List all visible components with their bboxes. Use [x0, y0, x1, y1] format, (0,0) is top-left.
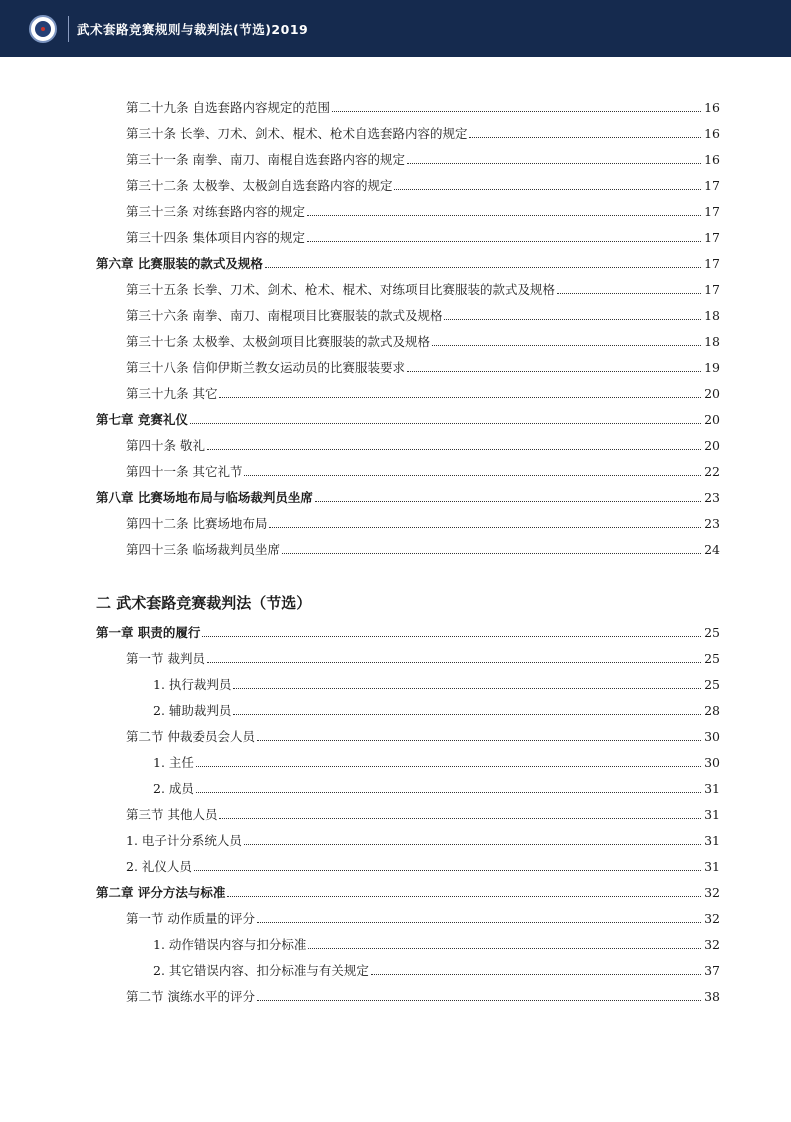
toc-dot-leader [444, 319, 701, 320]
toc-dot-leader [207, 449, 701, 450]
toc-entry-label: 第二节 演练水平的评分 [126, 989, 255, 1004]
toc-entry-label: 第二节 仲裁委员会人员 [126, 729, 255, 744]
toc-page-number: 25 [704, 677, 720, 692]
toc-entry[interactable] [126, 96, 720, 116]
toc-dot-leader [202, 636, 701, 637]
toc-page-number: 31 [704, 781, 720, 796]
document-title: 武术套路竞赛规则与裁判法(节选)2019 [77, 22, 309, 37]
toc-entry[interactable] [126, 278, 720, 298]
toc-entry[interactable] [126, 434, 720, 454]
toc-entry[interactable] [126, 985, 720, 1005]
toc-page-number: 17 [704, 282, 720, 297]
toc-dot-leader [207, 662, 701, 663]
toc-dot-leader [196, 792, 701, 793]
toc-entry-label: 2. 其它错误内容、扣分标准与有关规定 [153, 963, 369, 978]
toc-page-number: 16 [704, 152, 720, 167]
toc-entry[interactable] [126, 174, 720, 194]
toc-page-number: 18 [704, 308, 720, 323]
toc-entry[interactable] [153, 699, 720, 719]
toc-page-number: 24 [704, 542, 720, 557]
toc-entry[interactable] [153, 751, 720, 771]
toc-chapter-entry[interactable] [96, 881, 720, 901]
toc-chapter-entry[interactable] [96, 621, 720, 641]
toc-page-number: 20 [704, 386, 720, 401]
toc-entry-label: 第三十条 长拳、刀术、剑术、棍术、枪术自选套路内容的规定 [126, 126, 468, 141]
toc-dot-leader [257, 740, 701, 741]
toc-entry-label: 第四十二条 比赛场地布局 [126, 516, 268, 531]
toc-page-number: 18 [704, 334, 720, 349]
toc-dot-leader [407, 163, 701, 164]
toc-entry-label: 第六章 比赛服装的款式及规格 [96, 256, 263, 271]
toc-entry-label: 第七章 竞赛礼仪 [96, 412, 188, 427]
toc-dot-leader [233, 688, 701, 689]
toc-page-number: 16 [704, 100, 720, 115]
toc-page-number: 30 [704, 755, 720, 770]
toc-entry-label: 1. 执行裁判员 [153, 677, 232, 692]
toc-dot-leader [407, 371, 701, 372]
toc-page-number: 17 [704, 178, 720, 193]
toc-page-number: 17 [704, 230, 720, 245]
toc-entry[interactable] [126, 725, 720, 745]
toc-entry-label: 第三节 其他人员 [126, 807, 218, 822]
toc-dot-leader [432, 345, 701, 346]
toc-page-number: 28 [704, 703, 720, 718]
toc-entry-label: 第一章 职责的履行 [96, 625, 201, 640]
toc-entry[interactable] [126, 356, 720, 376]
toc-chapter-entry[interactable] [96, 486, 720, 506]
toc-entry[interactable] [153, 933, 720, 953]
toc-dot-leader [190, 423, 701, 424]
toc-dot-leader [307, 241, 701, 242]
toc-page-number: 23 [704, 490, 720, 505]
toc-dot-leader [394, 189, 701, 190]
toc-page-number: 17 [704, 204, 720, 219]
toc-page-number: 31 [704, 859, 720, 874]
toc-entry-label: 2. 辅助裁判员 [153, 703, 232, 718]
toc-entry[interactable] [126, 829, 720, 849]
toc-page-number: 23 [704, 516, 720, 531]
toc-dot-leader [257, 922, 701, 923]
toc-dot-leader [282, 553, 701, 554]
toc-entry[interactable] [126, 803, 720, 823]
toc-entry[interactable] [126, 200, 720, 220]
toc-entry[interactable] [126, 647, 720, 667]
toc-entry-label: 第三十七条 太极拳、太极剑项目比赛服装的款式及规格 [126, 334, 430, 349]
toc-entry[interactable] [153, 673, 720, 693]
toc-page-number: 38 [704, 989, 720, 1004]
toc-entry-label: 第三十三条 对练套路内容的规定 [126, 204, 305, 219]
toc-dot-leader [265, 267, 701, 268]
toc-entry-label: 第三十二条 太极拳、太极剑自选套路内容的规定 [126, 178, 393, 193]
toc-dot-leader [219, 818, 701, 819]
toc-entry-label: 第二十九条 自选套路内容规定的范围 [126, 100, 330, 115]
toc-entry-label: 第三十四条 集体项目内容的规定 [126, 230, 305, 245]
toc-entry-label: 第三十六条 南拳、南刀、南棍项目比赛服装的款式及规格 [126, 308, 443, 323]
toc-dot-leader [227, 896, 701, 897]
toc-entry-label: 第三十五条 长拳、刀术、剑术、枪术、棍术、对练项目比赛服装的款式及规格 [126, 282, 555, 297]
wushu-federation-logo-icon [29, 15, 57, 43]
toc-entry[interactable] [126, 512, 720, 532]
toc-entry-label: 第三十九条 其它 [126, 386, 218, 401]
toc-page-number: 25 [704, 651, 720, 666]
toc-chapter-entry[interactable] [96, 252, 720, 272]
toc-chapter-entry[interactable] [96, 408, 720, 428]
toc-dot-leader [269, 527, 701, 528]
toc-entry[interactable] [126, 907, 720, 927]
toc-page-number: 20 [704, 412, 720, 427]
toc-dot-leader [244, 475, 701, 476]
toc-dot-leader [332, 111, 701, 112]
toc-dot-leader [244, 844, 701, 845]
toc-dot-leader [194, 870, 701, 871]
toc-entry-label: 第四十条 敬礼 [126, 438, 205, 453]
toc-entry-label: 2. 成员 [153, 781, 194, 796]
toc-page-number: 32 [704, 937, 720, 952]
toc-entry-label: 第一节 裁判员 [126, 651, 205, 666]
toc-dot-leader [257, 1000, 701, 1001]
toc-entry-label: 1. 主任 [153, 755, 194, 770]
toc-dot-leader [196, 766, 701, 767]
toc-page-number: 16 [704, 126, 720, 141]
toc-entry-label: 第三十八条 信仰伊斯兰教女运动员的比赛服装要求 [126, 360, 405, 375]
header-divider [68, 16, 69, 42]
toc-dot-leader [371, 974, 701, 975]
toc-entry[interactable] [126, 304, 720, 324]
toc-entry-label: 第四十三条 临场裁判员坐席 [126, 542, 280, 557]
toc-entry[interactable] [126, 382, 720, 402]
toc-page-number: 31 [704, 833, 720, 848]
toc-entry[interactable] [153, 777, 720, 797]
toc-page-number: 30 [704, 729, 720, 744]
toc-dot-leader [308, 948, 701, 949]
toc-page-number: 32 [704, 911, 720, 926]
toc-page-number: 25 [704, 625, 720, 640]
toc-entry[interactable] [126, 122, 720, 142]
toc-dot-leader [557, 293, 701, 294]
toc-page-number: 19 [704, 360, 720, 375]
toc-dot-leader [307, 215, 701, 216]
toc-entry[interactable] [126, 460, 720, 480]
toc-entry-label: 第三十一条 南拳、南刀、南棍自选套路内容的规定 [126, 152, 405, 167]
toc-entry[interactable] [153, 959, 720, 979]
section-title: 二 武术套路竞赛裁判法（节选） [96, 594, 312, 612]
toc-page-number: 31 [704, 807, 720, 822]
page-header [0, 0, 791, 57]
toc-entry[interactable] [126, 148, 720, 168]
toc-dot-leader [233, 714, 701, 715]
toc-entry-label: 1. 动作错误内容与扣分标准 [153, 937, 307, 952]
toc-page-number: 17 [704, 256, 720, 271]
toc-entry[interactable] [126, 538, 720, 558]
toc-dot-leader [469, 137, 701, 138]
toc-page-number: 32 [704, 885, 720, 900]
toc-page-number: 37 [704, 963, 720, 978]
toc-entry-label: 2. 礼仪人员 [126, 859, 192, 874]
toc-entry-label: 第一节 动作质量的评分 [126, 911, 255, 926]
toc-entry-label: 第四十一条 其它礼节 [126, 464, 243, 479]
toc-page-number: 22 [704, 464, 720, 479]
toc-entry-label: 1. 电子计分系统人员 [126, 833, 242, 848]
toc-dot-leader [219, 397, 701, 398]
toc-entry-label: 第八章 比赛场地布局与临场裁判员坐席 [96, 490, 313, 505]
toc-entry[interactable] [126, 855, 720, 875]
toc-entry[interactable] [126, 330, 720, 350]
toc-entry-label: 第二章 评分方法与标准 [96, 885, 226, 900]
toc-entry[interactable] [126, 226, 720, 246]
toc-page-number: 20 [704, 438, 720, 453]
toc-dot-leader [315, 501, 701, 502]
